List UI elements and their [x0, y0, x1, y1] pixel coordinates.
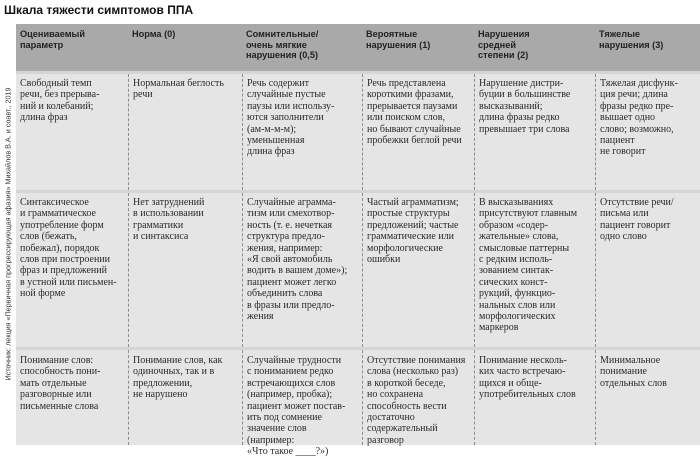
header-questionable: Сомнительные/ очень мягкие нарушения (0,5) [246, 29, 319, 61]
table-cell: В высказываниях присутствуют главным образом «содер- жательные» слова, смысловые паттерны с редким исполь- зованием синтак- сических конст- рукций, функцио- нальных слов или морфологических маркеров [474, 193, 595, 347]
table-cell: Случайные трудности с пониманием редко встречающихся слов (например, пробка); пациент может постав- ить под сомнение значение слов (например: «Что такое ____?») [242, 350, 362, 445]
header-severe: Тяжелые нарушения (3) [599, 29, 664, 50]
table-cell: Синтаксическое и грамматическое употребление форм слов (бежать, побежал), порядок слов при построении фраз и предложений в устной или письмен- ной форме [20, 197, 117, 300]
table-cell: Речь представлена короткими фразами, прерывается паузами или поиском слов, но бывают случайные пробежки беглой речи [362, 74, 474, 190]
table-row-comprehension [16, 350, 700, 458]
table-cell: Понимание слов: способность пони- мать отдельные разговорные или письменные слова [20, 355, 101, 412]
table-cell: Речь содержит случайные пустые паузы или использу- ются заполнители (ам-м-м-м); уменьшенная длина фраз [242, 74, 362, 190]
table-cell: Свободный темп речи, без прерыва- ний и колебаний; длина фраз [20, 78, 100, 124]
table-cell: Нормальная беглость речи [128, 74, 242, 190]
table-cell: Случайные аграмма- тизм или смехотвор- ность (т. е. нечеткая структура предло- жения, например: «Я свой автомобиль водить в вашем доме»); пациент может легко объединить слова в фразы или предло- жения [242, 193, 362, 347]
table-cell: Минимальное понимание отдельных слов [595, 350, 700, 445]
page-title: Шкала тяжести симптомов ППА [4, 3, 194, 17]
source-note-text: Источник: лекция «Первичная прогрессирующая афазия» Михайлов В.А. и соавт., 2019 [3, 87, 13, 381]
header-parameter: Оцениваемый параметр [20, 29, 86, 50]
table-row-fluency [16, 74, 700, 190]
table-cell: Понимание слов, как одиночных, так и в предложении, не нарушено [128, 350, 242, 445]
table-header-row [16, 24, 700, 71]
header-moderate: Нарушения средней степени (2) [478, 29, 530, 61]
table-cell: Нет затруднений в использовании грамматики и синтаксиса [128, 193, 242, 347]
table-cell: Отсутствие понимания слова (несколько раз) в короткой беседе, но сохранена способность вести достаточно содержательный разговор [362, 350, 474, 445]
table-row-syntax [16, 193, 700, 347]
table-cell: Понимание несколь- ких часто встречаю- щихся и обще- употребительных слов [474, 350, 595, 445]
table-cell: Нарушение дистри- буции в большинстве высказываний; длина фразы редко превышает три слова [474, 74, 595, 190]
source-note [0, 24, 16, 444]
table-cell: Отсутствие речи/ письма или пациент говорит одно слово [595, 193, 700, 347]
header-norm: Норма (0) [132, 29, 176, 39]
table-cell: Тяжелая дисфунк- ция речи; длина фразы редко пре- вышает одно слово; возможно, пациент не говорит [595, 74, 700, 190]
severity-table [16, 24, 700, 458]
header-probable: Вероятные нарушения (1) [366, 29, 431, 50]
table-cell: Частый аграмматизм; простые структуры предложений; частые грамматические или морфологические ошибки [362, 193, 474, 347]
